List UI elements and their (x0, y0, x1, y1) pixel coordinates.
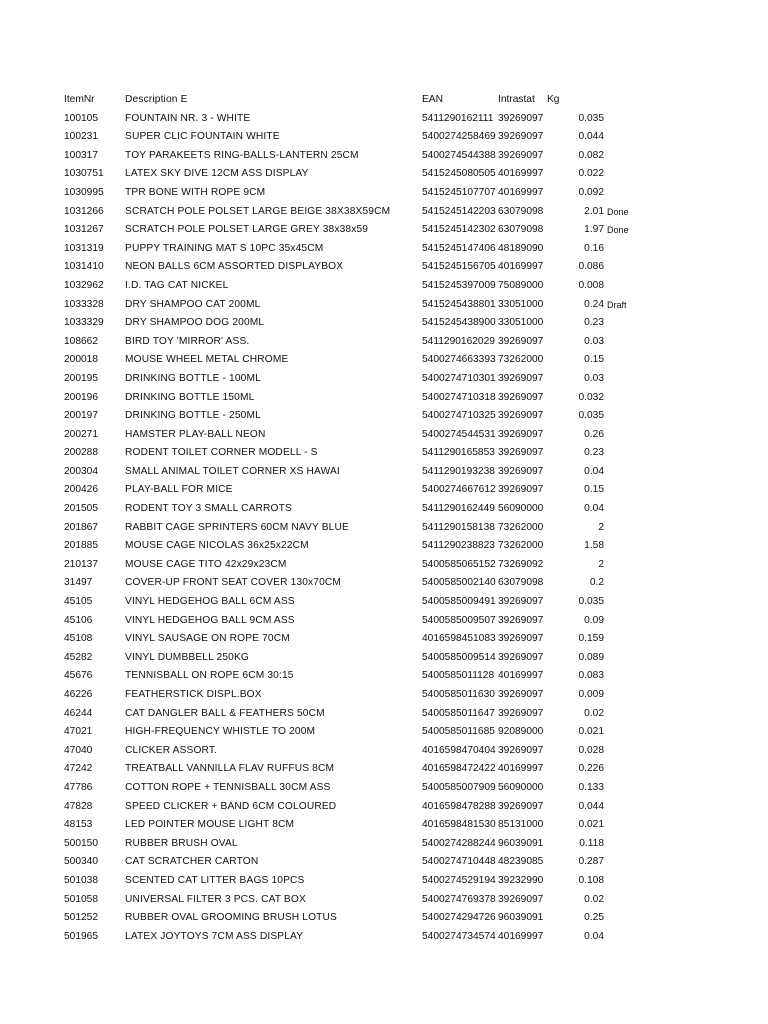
cell-ean: 4016598478288 (422, 800, 496, 812)
cell-description: VINYL HEDGEHOG BALL 6CM ASS (125, 596, 295, 608)
cell-ean: 5400585002140 (422, 577, 496, 589)
cell-ean: 5400274288244 (422, 837, 496, 849)
cell-description: LATEX JOYTOYS 7CM ASS DISPLAY (125, 930, 304, 942)
cell-itemnr: 1031319 (64, 242, 104, 254)
cell-kg: 0.04 (584, 930, 604, 942)
header-kg: Kg (547, 94, 560, 105)
cell-ean: 5400585065152 (422, 558, 496, 570)
cell-description: LATEX SKY DIVE 12CM ASS DISPLAY (125, 168, 309, 180)
cell-kg: 2.01 (584, 205, 604, 217)
cell-intrastat: 73262000 (498, 540, 544, 552)
cell-itemnr: 45106 (64, 614, 93, 626)
cell-intrastat: 73269092 (498, 558, 544, 570)
table-row (0, 446, 768, 465)
cell-kg: 0.118 (579, 837, 604, 849)
table-row (0, 391, 768, 410)
cell-intrastat: 56090000 (498, 503, 544, 515)
cell-intrastat: 39269097 (498, 372, 544, 384)
cell-intrastat: 39269097 (498, 707, 544, 719)
header-ean: EAN (422, 94, 443, 105)
table-row (0, 409, 768, 428)
table-row (0, 186, 768, 205)
cell-ean: 5411290162111 (422, 112, 494, 124)
cell-kg: 0.086 (578, 261, 604, 273)
table-row (0, 298, 768, 317)
cell-intrastat: 48239085 (498, 856, 544, 868)
table-row (0, 930, 768, 949)
cell-ean: 5411290193238 (422, 465, 495, 477)
cell-ean: 5415245156705 (422, 261, 496, 273)
cell-intrastat: 39269097 (498, 447, 544, 459)
cell-intrastat: 63079098 (498, 205, 544, 217)
cell-itemnr: 1033329 (64, 317, 104, 329)
cell-description: DRY SHAMPOO CAT 200ML (125, 298, 261, 310)
table-row (0, 465, 768, 484)
cell-itemnr: 500150 (64, 837, 98, 849)
cell-intrastat: 39269097 (498, 744, 544, 756)
cell-description: SCENTED CAT LITTER BAGS 10PCS (125, 874, 305, 886)
cell-itemnr: 108662 (64, 335, 98, 347)
cell-kg: 0.009 (578, 689, 604, 700)
table-row (0, 260, 768, 279)
cell-intrastat: 39269097 (498, 410, 544, 422)
cell-ean: 5411290162449 (422, 503, 495, 515)
table-header (0, 93, 768, 112)
cell-intrastat: 48189090 (498, 242, 544, 254)
cell-ean: 5400274710318 (422, 391, 496, 403)
cell-kg: 0.15 (584, 354, 604, 366)
cell-description: RODENT TOILET CORNER MODELL - S (125, 447, 318, 459)
table-body (0, 112, 768, 949)
cell-kg: 0.24 (584, 298, 604, 310)
cell-kg: 0.09 (584, 614, 604, 626)
cell-itemnr: 200018 (64, 354, 98, 366)
table-row (0, 353, 768, 372)
table-row (0, 316, 768, 335)
cell-kg: 0.03 (584, 335, 604, 347)
cell-ean: 5400585009514 (422, 651, 496, 663)
cell-ean: 5400274769378 (422, 893, 496, 905)
table-row (0, 539, 768, 558)
cell-kg: 0.021 (578, 726, 604, 738)
table-row (0, 744, 768, 763)
cell-description: TOY PARAKEETS RING-BALLS-LANTERN 25CM (125, 149, 359, 161)
cell-description: COTTON ROPE + TENNISBALL 30CM ASS (125, 781, 331, 793)
cell-intrastat: 39232990 (498, 874, 544, 886)
table-row (0, 651, 768, 670)
cell-intrastat: 40169997 (498, 763, 544, 775)
cell-itemnr: 210137 (64, 558, 98, 570)
cell-kg: 0.26 (584, 428, 604, 440)
cell-intrastat: 56090000 (498, 781, 544, 793)
cell-intrastat: 96039091 (498, 912, 544, 924)
cell-itemnr: 45105 (64, 596, 93, 608)
cell-description: TENNISBALL ON ROPE 6CM 30:15 (125, 670, 294, 682)
cell-itemnr: 500340 (64, 856, 98, 868)
cell-description: PUPPY TRAINING MAT S 10PC 35x45CM (125, 242, 324, 254)
cell-itemnr: 200271 (64, 428, 98, 440)
cell-intrastat: 39269097 (498, 689, 544, 700)
cell-ean: 4016598470404 (422, 744, 496, 756)
cell-ean: 5400585007909 (422, 781, 496, 793)
cell-itemnr: 200195 (64, 372, 98, 384)
table-row (0, 521, 768, 540)
cell-description: DRINKING BOTTLE - 250ML (125, 410, 261, 422)
table-row (0, 911, 768, 930)
cell-kg: 0.03 (584, 372, 604, 384)
table-row (0, 688, 768, 707)
cell-itemnr: 200197 (64, 410, 98, 422)
cell-ean: 5400274544531 (422, 428, 496, 440)
cell-ean: 5400274258469 (422, 131, 496, 143)
table-row (0, 205, 768, 224)
cell-ean: 4016598481530 (422, 819, 496, 831)
cell-ean: 5400274529194 (422, 874, 496, 886)
cell-intrastat: 40169997 (498, 930, 544, 942)
cell-ean: 5400274710325 (422, 410, 496, 422)
table-row (0, 483, 768, 502)
cell-intrastat: 39269097 (498, 651, 544, 663)
cell-description: SPEED CLICKER + BAND 6CM COLOURED (125, 800, 337, 812)
cell-kg: 0.044 (578, 800, 604, 812)
table-row (0, 893, 768, 912)
product-table (0, 93, 768, 948)
cell-description: CAT SCRATCHER CARTON (125, 856, 259, 868)
cell-itemnr: 45108 (64, 633, 93, 645)
cell-itemnr: 48153 (64, 819, 93, 831)
cell-intrastat: 39269097 (498, 391, 544, 403)
cell-intrastat: 33051000 (498, 298, 544, 310)
cell-itemnr: 1032962 (64, 279, 104, 291)
cell-description: VINYL DUMBBELL 250KG (125, 651, 249, 663)
cell-kg: 0.2 (589, 577, 604, 589)
cell-itemnr: 1033328 (64, 298, 104, 310)
cell-kg: 0.035 (578, 112, 604, 124)
header-description: Description E (125, 94, 188, 105)
table-row (0, 614, 768, 633)
cell-intrastat: 73262000 (498, 521, 544, 533)
cell-intrastat: 40169997 (498, 670, 544, 682)
table-row (0, 242, 768, 261)
cell-itemnr: 1030995 (64, 186, 104, 198)
cell-description: MOUSE CAGE TITO 42x29x23CM (125, 558, 287, 570)
cell-intrastat: 39269097 (498, 465, 544, 477)
table-row (0, 632, 768, 651)
table-row (0, 707, 768, 726)
table-row (0, 335, 768, 354)
cell-ean: 5400274544388 (422, 149, 496, 161)
cell-ean: 5400274663393 (422, 354, 496, 366)
header-intrastat: Intrastat (498, 94, 535, 105)
cell-ean: 5415245142203 (422, 205, 496, 217)
cell-intrastat: 40169997 (498, 261, 544, 273)
cell-itemnr: 47242 (64, 763, 93, 775)
cell-description: DRY SHAMPOO DOG 200ML (125, 317, 265, 329)
cell-intrastat: 39269097 (498, 131, 544, 143)
cell-intrastat: 39269097 (498, 149, 544, 161)
cell-description: SMALL ANIMAL TOILET CORNER XS HAWAI (125, 465, 340, 477)
cell-itemnr: 200288 (64, 447, 98, 459)
cell-intrastat: 40169997 (498, 168, 544, 180)
cell-intrastat: 39269097 (498, 633, 544, 645)
cell-itemnr: 200426 (64, 484, 98, 496)
table-row (0, 874, 768, 893)
cell-ean: 5415245142302 (422, 224, 496, 236)
cell-itemnr: 1031266 (64, 205, 104, 217)
cell-kg: 0.02 (584, 707, 604, 719)
cell-kg: 0.23 (584, 317, 604, 329)
cell-intrastat: 39269097 (498, 112, 544, 124)
cell-intrastat: 39269097 (498, 614, 544, 626)
cell-ean: 5411290238823 (422, 540, 495, 552)
cell-ean: 5400585011647 (422, 707, 495, 719)
cell-ean: 4016598451083 (422, 633, 496, 645)
cell-intrastat: 39269097 (498, 596, 544, 608)
cell-description: CAT DANGLER BALL & FEATHERS 50CM (125, 707, 325, 719)
cell-itemnr: 201867 (64, 521, 98, 533)
table-row (0, 372, 768, 391)
cell-itemnr: 1031267 (64, 224, 104, 236)
cell-itemnr: 201505 (64, 503, 98, 515)
cell-ean: 5400585011128 (422, 670, 495, 682)
cell-kg: 0.159 (578, 633, 604, 645)
cell-kg: 2 (598, 521, 604, 533)
cell-kg: 0.032 (578, 391, 604, 403)
cell-itemnr: 47040 (64, 744, 93, 756)
table-row (0, 558, 768, 577)
cell-description: NEON BALLS 6CM ASSORTED DISPLAYBOX (125, 261, 344, 273)
cell-ean: 5400274710448 (422, 856, 496, 868)
cell-itemnr: 1031410 (64, 261, 104, 273)
cell-kg: 0.04 (584, 503, 604, 515)
cell-description: BIRD TOY 'MIRROR' ASS. (125, 335, 250, 347)
cell-status: Done (607, 206, 629, 217)
cell-intrastat: 73262000 (498, 354, 544, 366)
cell-kg: 0.035 (578, 410, 604, 422)
cell-kg: 1.58 (584, 540, 604, 552)
table-row (0, 167, 768, 186)
cell-itemnr: 501965 (64, 930, 98, 942)
cell-kg: 0.287 (578, 856, 604, 868)
cell-intrastat: 92089000 (498, 726, 544, 738)
cell-ean: 5415245438900 (422, 317, 496, 329)
cell-status: Draft (607, 299, 627, 310)
header-itemnr: ItemNr (64, 94, 95, 105)
cell-kg: 0.226 (578, 763, 604, 775)
cell-itemnr: 45282 (64, 651, 93, 663)
cell-description: PLAY-BALL FOR MICE (125, 484, 233, 496)
cell-itemnr: 501252 (64, 912, 98, 924)
table-row (0, 855, 768, 874)
table-row (0, 223, 768, 242)
cell-kg: 1.97 (584, 224, 604, 236)
cell-description: RUBBER BRUSH OVAL (125, 837, 238, 849)
cell-kg: 2 (598, 558, 604, 570)
cell-kg: 0.092 (578, 186, 604, 198)
cell-kg: 0.089 (578, 651, 604, 663)
cell-description: UNIVERSAL FILTER 3 PCS. CAT BOX (125, 893, 306, 905)
cell-itemnr: 200304 (64, 465, 98, 477)
cell-itemnr: 47786 (64, 781, 93, 793)
cell-kg: 0.028 (578, 744, 604, 756)
cell-ean: 5415245438801 (422, 298, 496, 310)
cell-ean: 5400274710301 (422, 372, 496, 384)
cell-kg: 0.021 (578, 819, 604, 831)
cell-itemnr: 46226 (64, 689, 93, 700)
cell-kg: 0.02 (584, 893, 604, 905)
cell-intrastat: 39269097 (498, 484, 544, 496)
cell-kg: 0.15 (584, 484, 604, 496)
cell-description: I.D. TAG CAT NICKEL (125, 279, 229, 291)
cell-status: Done (607, 225, 629, 236)
cell-description: SCRATCH POLE POLSET LARGE GREY 38x38x59 (125, 224, 369, 236)
cell-ean: 5400274667612 (422, 484, 496, 496)
table-row (0, 669, 768, 688)
cell-itemnr: 201885 (64, 540, 98, 552)
cell-ean: 5400585011630 (422, 689, 495, 700)
cell-intrastat: 63079098 (498, 224, 544, 236)
cell-ean: 5415245080505 (422, 168, 496, 180)
table-row (0, 112, 768, 131)
cell-kg: 0.044 (578, 131, 604, 143)
cell-itemnr: 100317 (64, 149, 98, 161)
cell-itemnr: 1030751 (64, 168, 104, 180)
cell-itemnr: 46244 (64, 707, 93, 719)
cell-ean: 5415245397009 (422, 279, 496, 291)
table-row (0, 502, 768, 521)
cell-description: CLICKER ASSORT. (125, 744, 218, 756)
cell-description: TREATBALL VANNILLA FLAV RUFFUS 8CM (125, 763, 335, 775)
cell-ean: 5411290162029 (422, 335, 495, 347)
cell-description: MOUSE CAGE NICOLAS 36x25x22CM (125, 540, 309, 552)
cell-itemnr: 200196 (64, 391, 98, 403)
cell-kg: 0.108 (578, 874, 604, 886)
cell-kg: 0.16 (584, 242, 604, 254)
cell-description: DRINKING BOTTLE - 100ML (125, 372, 261, 384)
table-row (0, 130, 768, 149)
cell-itemnr: 31497 (64, 577, 93, 589)
cell-intrastat: 39269097 (498, 335, 544, 347)
cell-itemnr: 501058 (64, 893, 98, 905)
table-row (0, 800, 768, 819)
table-row (0, 725, 768, 744)
cell-kg: 0.23 (584, 447, 604, 459)
cell-intrastat: 85131000 (498, 819, 544, 831)
cell-kg: 0.083 (578, 670, 604, 682)
cell-description: SUPER CLIC FOUNTAIN WHITE (125, 131, 280, 143)
cell-description: FOUNTAIN NR. 3 - WHITE (125, 112, 251, 124)
table-row (0, 428, 768, 447)
cell-ean: 5415245147406 (422, 242, 496, 254)
cell-description: DRINKING BOTTLE 150ML (125, 391, 255, 403)
cell-description: MOUSE WHEEL METAL CHROME (125, 354, 289, 366)
cell-intrastat: 39269097 (498, 800, 544, 812)
cell-ean: 5400585009491 (422, 596, 496, 608)
cell-ean: 5400274734574 (422, 930, 496, 942)
cell-itemnr: 100105 (64, 112, 98, 124)
table-row (0, 818, 768, 837)
cell-itemnr: 501038 (64, 874, 98, 886)
cell-description: COVER-UP FRONT SEAT COVER 130x70CM (125, 577, 342, 589)
cell-ean: 4016598472422 (422, 763, 496, 775)
cell-description: FEATHERSTICK DISPL.BOX (125, 689, 262, 700)
table-row (0, 781, 768, 800)
cell-description: VINYL SAUSAGE ON ROPE 70CM (125, 633, 290, 645)
cell-kg: 0.022 (578, 168, 604, 180)
cell-itemnr: 45676 (64, 670, 93, 682)
cell-intrastat: 33051000 (498, 317, 544, 329)
cell-description: VINYL HEDGEHOG BALL 9CM ASS (125, 614, 295, 626)
table-row (0, 149, 768, 168)
cell-intrastat: 96039091 (498, 837, 544, 849)
cell-itemnr: 47828 (64, 800, 93, 812)
cell-intrastat: 39269097 (498, 893, 544, 905)
table-row (0, 762, 768, 781)
cell-kg: 0.082 (578, 149, 604, 161)
table-row (0, 279, 768, 298)
cell-description: RABBIT CAGE SPRINTERS 60CM NAVY BLUE (125, 521, 349, 533)
table-row (0, 837, 768, 856)
cell-kg: 0.25 (584, 912, 604, 924)
cell-itemnr: 100231 (64, 131, 98, 143)
cell-intrastat: 63079098 (498, 577, 544, 589)
cell-ean: 5400585011685 (422, 726, 495, 738)
cell-intrastat: 75089000 (498, 279, 544, 291)
cell-description: HIGH-FREQUENCY WHISTLE TO 200M (125, 726, 316, 738)
table-row (0, 595, 768, 614)
cell-intrastat: 39269097 (498, 428, 544, 440)
cell-kg: 0.035 (578, 596, 604, 608)
cell-ean: 5400274294726 (422, 912, 496, 924)
cell-description: TPR BONE WITH ROPE 9CM (125, 186, 266, 198)
cell-description: HAMSTER PLAY-BALL NEON (125, 428, 266, 440)
cell-kg: 0.008 (578, 279, 604, 291)
cell-ean: 5400585009507 (422, 614, 496, 626)
cell-itemnr: 47021 (64, 726, 93, 738)
cell-kg: 0.133 (578, 781, 604, 793)
cell-kg: 0.04 (584, 465, 604, 477)
table-row (0, 576, 768, 595)
cell-description: LED POINTER MOUSE LIGHT 8CM (125, 819, 295, 831)
cell-description: SCRATCH POLE POLSET LARGE BEIGE 38X38X59CM (125, 205, 391, 217)
cell-ean: 5415245107707 (422, 186, 496, 198)
cell-ean: 5411290158138 (422, 521, 495, 533)
cell-description: RUBBER OVAL GROOMING BRUSH LOTUS (125, 912, 337, 924)
cell-description: RODENT TOY 3 SMALL CARROTS (125, 503, 292, 515)
cell-intrastat: 40169997 (498, 186, 544, 198)
cell-ean: 5411290165853 (422, 447, 495, 459)
